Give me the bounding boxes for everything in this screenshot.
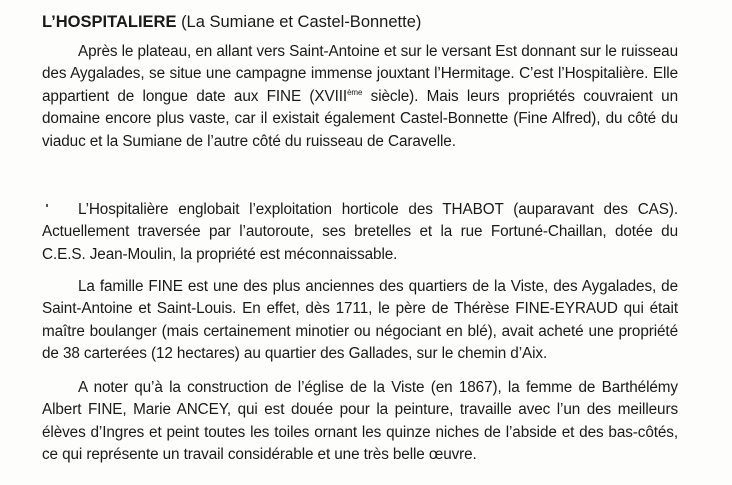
- paragraph-text: Après le plateau, en allant vers Saint-Antoine et sur le versant Est donnant sur le ruisseau des Aygalades, se situe une campagne immense jouxtant l’Hermitage. C’est l’Hospitalière. Elle appartient de longue date aux FINE (XVIII: [42, 43, 678, 105]
- paragraph-text: siècle). Mais leurs propriétés couvraient un domaine encore plus vaste, car il existait également Castel-Bonnette (Fine Alfred), du côté du viaduc et la Sumiane de l’autre côté du ruisseau de Caravelle.: [42, 87, 678, 150]
- heading-subtitle: (La Sumiane et Castel-Bonnette): [181, 13, 422, 31]
- superscript-ordinal: ème: [347, 87, 363, 97]
- section-heading: [42, 10, 421, 34]
- paragraph-exploitation: L’Hospitalière englobait l’exploitation horticole des THABOT (auparavant des CAS). Actuellement traversée par l’autoroute, ses bretelles et la rue Fortuné-Chaillan, dotée du C.E.S. Jean-Moulin, la propriété est méconnaissable.: [42, 201, 678, 263]
- paragraph-hospitaliere-intro: [42, 41, 678, 153]
- heading-title: L’HOSPITALIERE: [42, 13, 177, 31]
- paragraph-famille-fine: La famille FINE est une des plus anciennes des quartiers de la Viste, des Aygalades, de Saint-Antoine et Saint-Louis. En effet, dès 1711, le père de Thérèse FINE-EYRAUD qui était maître boulanger (mais certainement minotier ou négociant en blé), avait acheté une propriété de 38 carterées (12 hectares) au quartier des Gallades, sur le chemin d’Aix.: [42, 278, 678, 363]
- paragraph-eglise-viste: A noter qu’à la construction de l’église de la Viste (en 1867), la femme de Barthélémy Albert FINE, Marie ANCEY, qui est douée pour la peinture, travaille avec l’un des meilleurs élèves d’Ingres et peint toutes les toiles ornant les quinze niches de l’abside et des bas-côtés, ce qui représente un travail considérable et une très belle œuvre.: [42, 379, 678, 464]
